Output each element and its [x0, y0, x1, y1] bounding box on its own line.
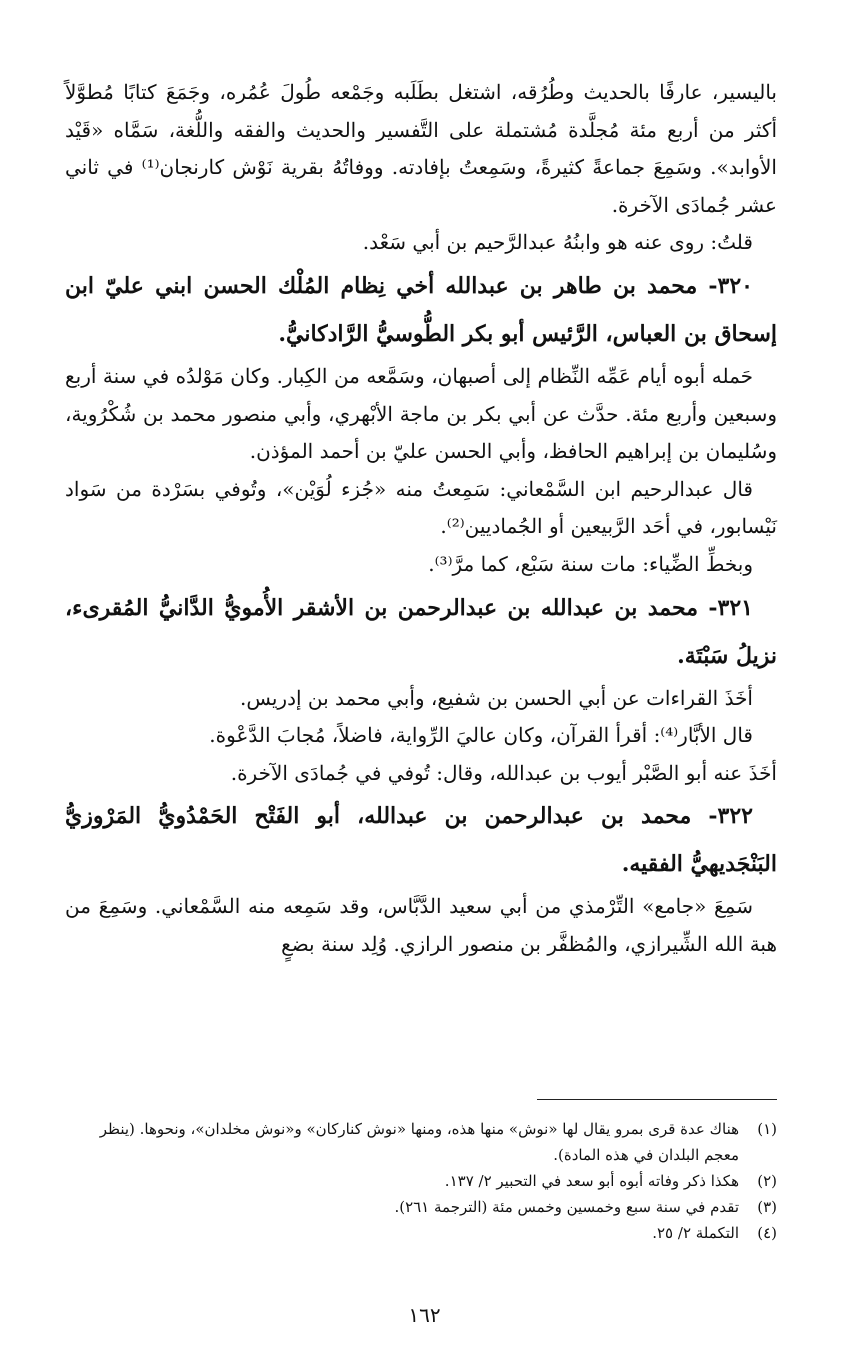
body-paragraph: قال عبدالرحيم ابن السَّمْعاني: سَمِعتُ منه «جُزء لُوَيْن»، وتُوفي بسَرْدة من سَواد نَيْسابور، في أحَد الرَّبيعين أو الجُماديين⁽²⁾. [65, 476, 777, 539]
footnote [65, 1116, 777, 1168]
entry-heading: ٣٢٠- محمد بن طاهر بن عبدالله أخي نِظام المُلْك الحسن ابني عليّ ابن إسحاق بن العباس، الرَّئيس أبو بكر الطُّوسيُّ الرَّادكانيُّ. [65, 272, 777, 347]
body-paragraph: وبخطِّ الضِّياء: مات سنة سَبْع، كما مرَّ⁽³⁾. [428, 551, 753, 576]
entry-heading: ٣٢١- محمد بن عبدالله بن عبدالرحمن بن الأشقر الأُمويُّ الدَّانيُّ المُقرىء، نزيلُ سَبْتَة. [65, 594, 777, 669]
body-paragraph: أخَذَ القراءات عن أبي الحسن بن شفيع، وأبي محمد بن إدريس. [240, 685, 753, 710]
main-text [65, 74, 777, 964]
footnote-divider [537, 1099, 777, 1100]
footnote-number: (٤) [757, 1224, 777, 1242]
footnote-text: هناك عدة قرى بمرو يقال لها «نوش» منها هذه، ومنها «نوش كنارکان» و«نوش مخلدان»، ونحوها. (ينظر معجم البلدان في هذه المادة). [99, 1120, 739, 1164]
page-number: ١٦٢ [408, 1303, 441, 1327]
body-paragraph: حَمله أبوه أيام عَمِّه النِّظام إلى أصبهان، وسَمَّعه من الكِبار. وكان مَوْلدُه في سنة أربع وسبعين وأربع مئة. حدَّث عن أبي بكر بن ماجة الأبْهري، وأبي منصور محمد بن شُكْرُوية، وسُليمان بن إبراهيم الحافظ، وأبي الحسن عليّ بن أحمد المؤذن. [65, 363, 777, 464]
footnote [65, 1168, 777, 1194]
footnote-number: (٢) [757, 1172, 777, 1190]
footnote [65, 1220, 777, 1246]
body-paragraph: قلتُ: روى عنه هو وابنُهُ عبدالرَّحيم بن أبي سَعْد. [362, 230, 753, 255]
footnote-number: (٣) [757, 1198, 777, 1216]
footnote [65, 1194, 777, 1220]
entry-heading: ٣٢٢- محمد بن عبدالرحمن بن عبدالله، أبو الفَتْح الحَمْدُويُّ المَرْوزيُّ البَنْجَديهيُّ الفقيه. [65, 803, 777, 878]
body-paragraph: باليسير، عارفًا بالحديث وطُرُقه، اشتغل بطَلَبه وجَمْعه طُولَ عُمُره، وجَمَعَ كتابًا مُطوَّلاً أكثر من أربع مئة مُجلَّدة مُشتملة على التَّفسير والحديث والفقه واللُّغة، سَمَّاه «قَيْد الأوابد». وسَمِعَ جماعةً كثيرةً، وسَمِعتُ بإفادته. ووفاتُهُ بقرية نَوْش كارنجان⁽¹⁾ في ثاني عشر جُمادَى الآخرة. [65, 80, 777, 217]
body-paragraph: أخَذَ عنه أبو الصَّبْر أيوب بن عبدالله، وقال: تُوفي في جُمادَى الآخرة. [230, 760, 777, 785]
body-paragraph: سَمِعَ «جامع» التِّرْمذي من أبي سعيد الدَّبَّاس، وقد سَمِعه منه السَّمْعاني. وسَمِعَ من هبة الله الشِّيرازي، والمُظفَّر بن منصور الرازي. وُلِد سنة بضعٍ [65, 894, 777, 956]
footnotes [65, 1116, 777, 1246]
body-paragraph: قال الأبَّار⁽⁴⁾: أقرأ القرآن، وكان عاليَ الرِّواية، فاضلاً، مُجابَ الدَّعْوة. [209, 723, 753, 748]
footnote-number: (١) [757, 1120, 777, 1138]
footnote-text: التكملة ٢/ ٢٥. [652, 1224, 739, 1242]
footnote-text: تقدم في سنة سبع وخمسين وخمس مئة (الترجمة ٢٦١). [394, 1198, 739, 1216]
footnote-text: هكذا ذكر وفاته أبوه أبو سعد في التحبير ٢/ ١٣٧. [444, 1172, 739, 1190]
